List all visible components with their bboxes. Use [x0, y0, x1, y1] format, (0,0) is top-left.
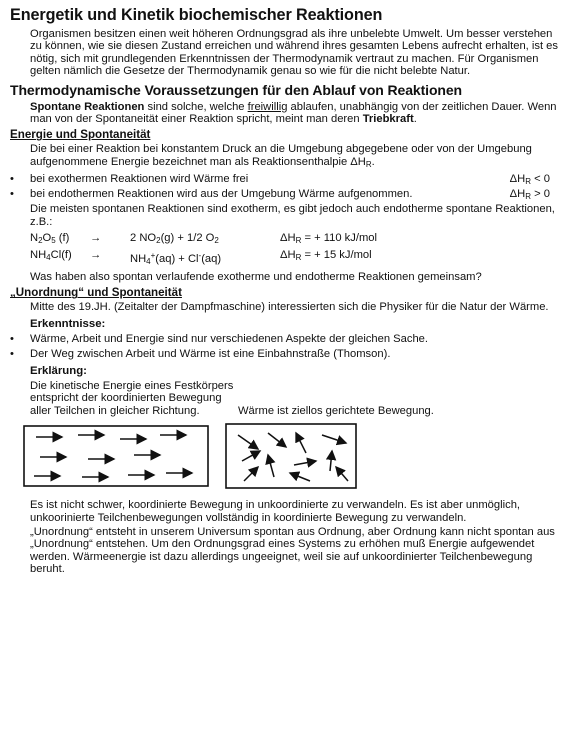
bullet-endothermic: • bei endothermen Reaktionen wird aus der Umgebung Wärme aufgenommen. $\Delta H_R > 0$ — [10, 188, 562, 201]
conversion-paragraph: Es ist nicht schwer, koordinierte Bewegung in unkoordinierte zu verwandeln. Es ist aber unmöglich, unkoorinierte Teilchenbewegungen vollständig in koordinierte Bewegung zu verwandeln. — [30, 499, 521, 524]
section-heading-energy: Energie und Spontaneität — [10, 128, 151, 142]
endothermic-examples-intro: Die meisten spontanen Reaktionen sind exotherm, es gibt jedoch auch endotherme spontane Reaktionen, z.B.: — [30, 203, 555, 228]
term-voluntary: freiwillig — [247, 100, 288, 113]
order-paragraph: „Unordnung“ entsteht in unserem Universum spontan aus Ordnung, aber Ordnung kann nicht spontan aus „Unordnung“ entstehen. Um den Ordnungsgrad eines Systems zu erhöhen muß Energie aufgewendet werden. Wärmeenergie ist dazu allerdings ungeeignet, weil sie auf unkoordinierter Teilchenbewegung beruht. — [30, 525, 555, 576]
section-heading-disorder: „Unordnung“ und Spontaneität — [10, 286, 182, 300]
section-heading-thermodynamics: Thermodynamische Voraussetzungen für den Ablauf von Reaktionen — [10, 81, 462, 98]
random-motion-box — [226, 424, 356, 488]
spontaneous-paragraph: Spontane Reaktionen sind solche, welche freiwillig ablaufen, unabhängig von der zeitlichen Dauer. Wenn man von der Spontaneität einer Reaktion spricht, meint man deren Triebkraft. — [30, 100, 557, 126]
motion-diagrams — [10, 421, 562, 493]
term-driving-force: Triebkraft — [362, 113, 414, 126]
motion-diagrams-svg — [10, 421, 562, 493]
reaction-1: $N_2O_5$ (f) → 2 $NO_2(g) + 1/2$ $O_2$ $\Delta H_R$ = + 110 kJ/mol — [30, 231, 562, 248]
heat-text: Wärme ist ziellos gerichtete Bewegung. — [238, 404, 434, 417]
question: Was haben also spontan verlaufende exotherme und endotherme Reaktionen gemeinsam? — [30, 271, 482, 284]
bullet-exothermic: • bei exothermen Reaktionen wird Wärme frei $\Delta H_R < 0$ — [10, 173, 562, 186]
endothermic-condition: $\Delta H_R > 0$ — [509, 188, 550, 202]
coordinated-motion-box — [24, 426, 208, 486]
intro-paragraph: Organismen besitzen einen weit höheren Ordnungsgrad als ihre unbelebte Umwelt. Um besser verstehen zu können, wie sie diesen Zustand erreichen und während ihres gesamten Lebens aufrecht erhalten, ist es nötig, sich mit grundlegenden Erkenntnissen der Thermodynamik vertraut zu machen. Für Organismen gelten nämlich die Gesetze der Thermodynamik genau so wie für die nicht belebte Natur. — [30, 28, 558, 78]
reaction-arrow: → — [90, 232, 102, 245]
reaction-arrow: → — [90, 249, 102, 262]
bullet-one-way: • Der Weg zwischen Arbeit und Wärme ist eine Einbahnstraße (Thomson). — [10, 348, 562, 361]
enthalpy-paragraph: Die bei einer Reaktion bei konstantem Druck an die Umgebung abgegebene oder von der Umgebung aufgenommene Energie bezeichnet man als Reaktionsenthalpie $\Delta H_R$. — [30, 143, 532, 169]
bullet-heat-work-energy: • Wärme, Arbeit und Energie sind nur verschiedenen Aspekte der gleichen Sache. — [10, 333, 562, 346]
kinetic-energy-text: Die kinetische Energie eines Festkörpers entspricht der koordinierten Bewegung aller Teilchen in gleicher Richtung. — [30, 379, 234, 417]
reaction-2: $NH_4Cl(f)$ → $NH_4^+(aq) + Cl^-(aq)$ $\Delta H_R$ = + 15 kJ/mol — [30, 248, 562, 269]
history-paragraph: Mitte des 19.JH. (Zeitalter der Dampfmaschine) interessierten sich die Physiker für die Natur der Wärme. — [30, 301, 549, 314]
exothermic-condition: $\Delta H_R < 0$ — [509, 173, 550, 187]
label-explanation: Erklärung: — [30, 364, 87, 377]
term-spontaneous: Spontane Reaktionen — [30, 100, 145, 113]
page-title: Energetik und Kinetik biochemischer Reaktionen — [10, 6, 383, 24]
explanation-text — [30, 380, 562, 417]
label-findings: Erkenntnisse: — [30, 317, 106, 330]
